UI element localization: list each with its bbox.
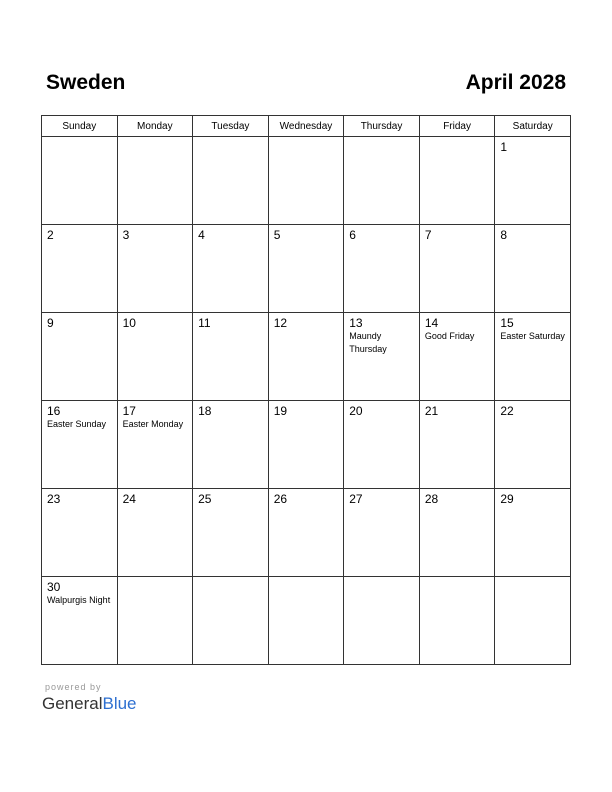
month-title: April 2028 [465,71,566,94]
day-number: 11 [198,316,211,330]
day-number: 1 [500,140,508,154]
day-cell [117,401,193,489]
country-title: Sweden [46,71,126,94]
day-cell [495,401,571,489]
day-number: 5 [273,228,281,242]
day-number: 8 [500,228,508,242]
day-cell [42,225,118,313]
powered-by-text: powered by [45,682,102,692]
day-cell [42,401,118,489]
week-row [42,137,571,225]
weekday-friday: Friday [419,116,495,137]
day-cell [268,313,344,401]
day-cell [117,313,193,401]
week-row [42,577,571,665]
day-cell [495,137,571,225]
day-cell [42,137,118,225]
weekday-saturday: Saturday [495,116,571,137]
day-cell [344,577,420,665]
day-cell [42,489,118,577]
day-cell [344,225,420,313]
day-number: 29 [500,492,514,506]
day-cell [193,137,269,225]
brand-general: General [42,694,103,713]
day-cell [344,401,420,489]
day-number: 16 [47,404,61,418]
day-cell [495,489,571,577]
day-cell [419,401,495,489]
weekday-sunday: Sunday [42,116,118,137]
calendar-grid [41,115,571,665]
day-cell [193,313,269,401]
day-cell [344,137,420,225]
day-cell [495,313,571,401]
week-row [42,225,571,313]
day-cell [419,225,495,313]
day-number: 20 [349,404,363,418]
day-cell [344,489,420,577]
holiday-label: Maundy Thursday [349,331,387,354]
generalblue-logo [42,694,137,714]
day-cell [193,577,269,665]
day-cell [268,137,344,225]
day-number: 22 [500,404,514,418]
day-cell [117,137,193,225]
day-number: 18 [198,404,212,418]
weekday-monday: Monday [117,116,193,137]
day-cell [117,489,193,577]
day-cell [419,313,495,401]
day-cell [419,489,495,577]
day-cell [193,489,269,577]
day-cell [268,577,344,665]
day-number: 6 [349,228,356,242]
day-number: 21 [424,404,439,418]
day-number: 2 [47,228,54,242]
day-cell [495,225,571,313]
day-number: 4 [198,228,205,242]
day-number: 3 [122,228,130,242]
day-number: 30 [47,580,61,594]
day-cell [495,577,571,665]
day-number: 23 [47,492,61,506]
holiday-label: Walpurgis Night [47,595,111,605]
weekday-thursday: Thursday [344,116,420,137]
day-number: 10 [122,316,136,330]
day-number: 12 [273,316,288,330]
day-cell [42,313,118,401]
day-cell [193,401,269,489]
day-cell [419,137,495,225]
holiday-label: Good Friday [424,331,475,341]
day-cell [42,577,118,665]
holiday-label: Easter Sunday [47,419,107,429]
day-number: 19 [273,404,288,418]
day-cell [419,577,495,665]
day-number: 26 [273,492,288,506]
day-number: 17 [122,404,136,418]
weekday-wednesday: Wednesday [268,116,344,137]
weekday-header-row [42,116,571,137]
day-number: 28 [424,492,439,506]
day-number: 13 [349,316,363,330]
day-number: 27 [349,492,363,506]
week-row [42,313,571,401]
day-number: 15 [500,316,514,330]
day-cell [193,225,269,313]
day-cell [268,489,344,577]
weekday-tuesday: Tuesday [193,116,269,137]
day-number: 14 [424,316,439,330]
day-number: 7 [424,228,432,242]
day-cell [117,225,193,313]
brand-blue: Blue [102,694,137,713]
day-cell [268,225,344,313]
holiday-label: Easter Monday [122,419,184,429]
day-cell [344,313,420,401]
day-number: 24 [122,492,136,506]
day-number: 25 [198,492,212,506]
day-cell [117,577,193,665]
week-row [42,489,571,577]
day-cell [268,401,344,489]
week-row [42,401,571,489]
holiday-label: Easter Saturday [500,331,565,341]
day-number: 9 [47,316,54,330]
